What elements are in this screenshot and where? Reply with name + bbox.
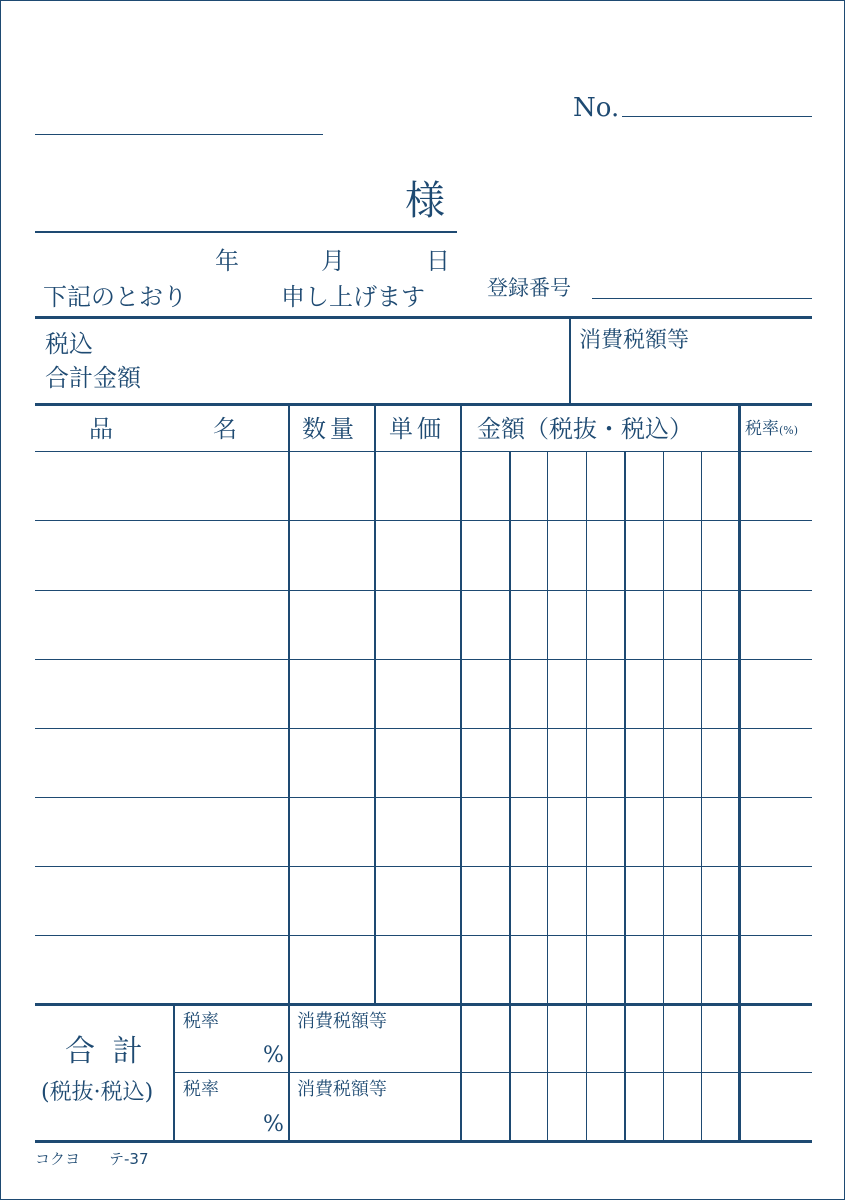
recipient-field-line <box>35 231 457 233</box>
total-incl-label-line2: 合計金額 <box>45 364 141 392</box>
header-item-b: 名 <box>213 415 237 443</box>
summary-rate-label-1: 税率 <box>183 1011 219 1032</box>
header-tax-rate-label: 税率 <box>745 419 779 439</box>
summary-mid-rule <box>173 1072 812 1073</box>
summary-rate-label-2: 税率 <box>183 1079 219 1100</box>
registration-field-line <box>592 298 812 299</box>
row-rule <box>35 590 812 591</box>
date-month-label: 月 <box>321 247 345 275</box>
col-rule-quantity-end <box>374 406 376 1004</box>
summary-percent-1: % <box>263 1043 284 1068</box>
row-rule <box>35 797 812 798</box>
col-rule-item-end <box>288 406 290 1141</box>
summary-percent-2: % <box>263 1112 284 1137</box>
digit-rule <box>624 452 626 1141</box>
consumption-tax-label: 消費税額等 <box>579 328 690 353</box>
col-rule-price-end <box>460 406 462 1141</box>
digit-rule <box>547 452 548 1141</box>
header-tax-rate <box>745 421 798 438</box>
registration-label: 登録番号 <box>487 276 571 300</box>
header-amount: 金額（税抜・税込） <box>477 415 693 443</box>
closing-text: 申し上げます <box>281 283 425 311</box>
no-label: No. <box>573 93 620 123</box>
date-day-label: 日 <box>426 247 450 275</box>
date-year-label: 年 <box>215 247 239 275</box>
total-incl-label-line1: 税込 <box>45 330 93 358</box>
summary-total-sub-label: (税抜·税込) <box>41 1080 154 1105</box>
col-rule-amount-end <box>738 406 741 1141</box>
total-box-top-rule <box>35 316 812 319</box>
summary-tax-label-2: 消費税額等 <box>297 1079 387 1100</box>
summary-top-rule <box>35 1003 812 1006</box>
digit-rule <box>701 452 702 1141</box>
summary-label-divider <box>173 1006 175 1141</box>
digit-rule <box>586 452 587 1141</box>
row-rule <box>35 935 812 936</box>
row-rule <box>35 520 812 521</box>
lead-text: 下記のとおり <box>43 283 187 311</box>
header-unit-price: 単価 <box>389 415 445 443</box>
header-item-a: 品 <box>89 415 113 443</box>
row-rule <box>35 866 812 867</box>
summary-total-label: 合 計 <box>65 1034 147 1069</box>
header-quantity: 数量 <box>302 415 358 443</box>
digit-rule <box>509 452 511 1141</box>
header-tax-rate-unit: (%) <box>779 424 799 437</box>
no-field-line <box>622 116 812 117</box>
summary-tax-label-1: 消費税額等 <box>297 1011 387 1032</box>
row-rule <box>35 659 812 660</box>
summary-bottom-rule <box>35 1140 812 1143</box>
footer-brand: コクヨ <box>35 1150 81 1168</box>
table-top-rule <box>35 403 812 406</box>
total-box-divider <box>569 319 571 403</box>
recipient-field-line-top <box>35 134 323 135</box>
row-rule <box>35 728 812 729</box>
header-row-rule <box>35 451 812 452</box>
digit-rule <box>663 452 664 1141</box>
footer-model: テ-37 <box>109 1150 149 1168</box>
sama-label: 様 <box>405 178 445 224</box>
